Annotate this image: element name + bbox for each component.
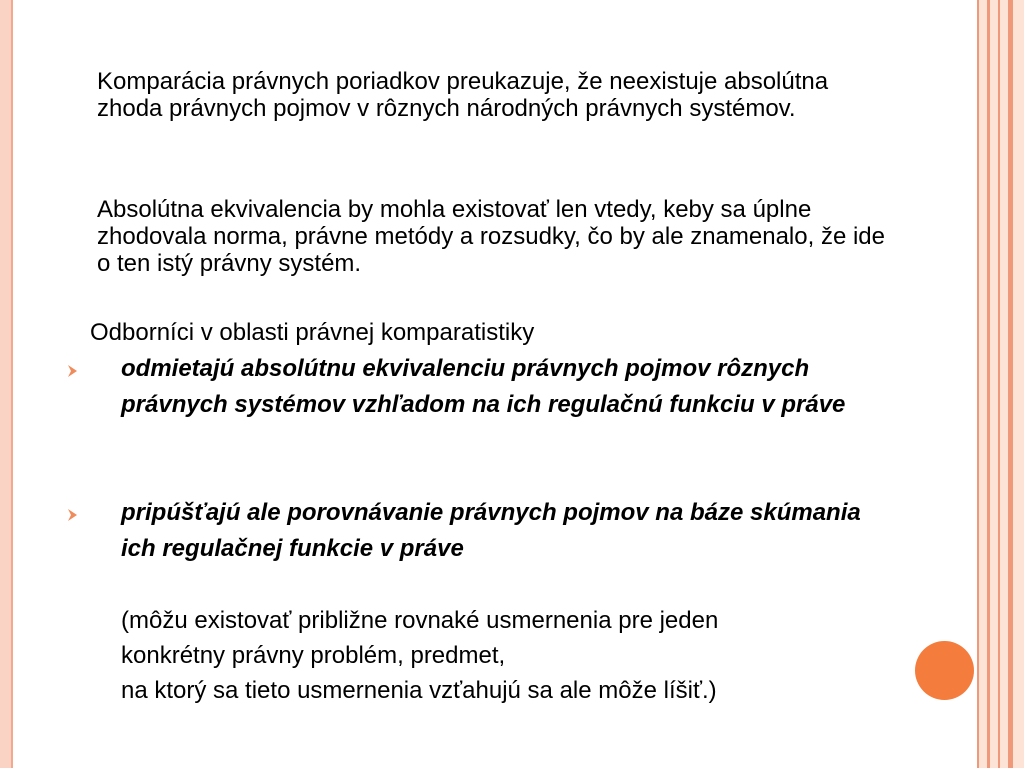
decorative-circle	[915, 641, 974, 700]
note-paragraph	[121, 603, 901, 708]
right-border-line	[1008, 0, 1013, 768]
note-line: na ktorý sa tieto usmernenia vzťahujú sa ale môže líšiť.)	[121, 677, 717, 704]
paragraph-comparison: Komparácia právnych poriadkov preukazuje, že neexistuje absolútna zhoda právnych pojmov v rôznych národných právnych systémov.	[97, 68, 829, 122]
note-line: konkrétny právny problém, predmet,	[121, 642, 506, 669]
left-border-line	[11, 0, 13, 768]
bullet-item-reject: odmietajú absolútnu ekvivalenciu právnych pojmov rôznych právnych systémov vzhľadom na ich regulačnú funkciu v práve	[121, 355, 846, 418]
bullet-item-allow: pripúšťajú ale porovnávanie právnych pojmov na báze skúmania ich regulačnej funkcie v práve	[121, 499, 861, 562]
right-border-line	[987, 0, 990, 768]
right-border-line	[977, 0, 979, 768]
paragraph-equivalence: Absolútna ekvivalencia by mohla existovať len vtedy, keby sa úplne zhodovala norma, právne metódy a rozsudky, čo by ale znamenalo, že ide o ten istý právny systém.	[97, 196, 885, 277]
right-border-band	[978, 0, 1024, 768]
experts-intro: Odborníci v oblasti právnej komparatistiky	[90, 319, 535, 346]
note-line: (môžu existovať približne rovnaké usmernenia pre jeden	[121, 607, 719, 634]
right-border-line	[998, 0, 1000, 768]
arrow-bullet-icon	[66, 508, 80, 522]
arrow-bullet-icon	[66, 364, 80, 378]
